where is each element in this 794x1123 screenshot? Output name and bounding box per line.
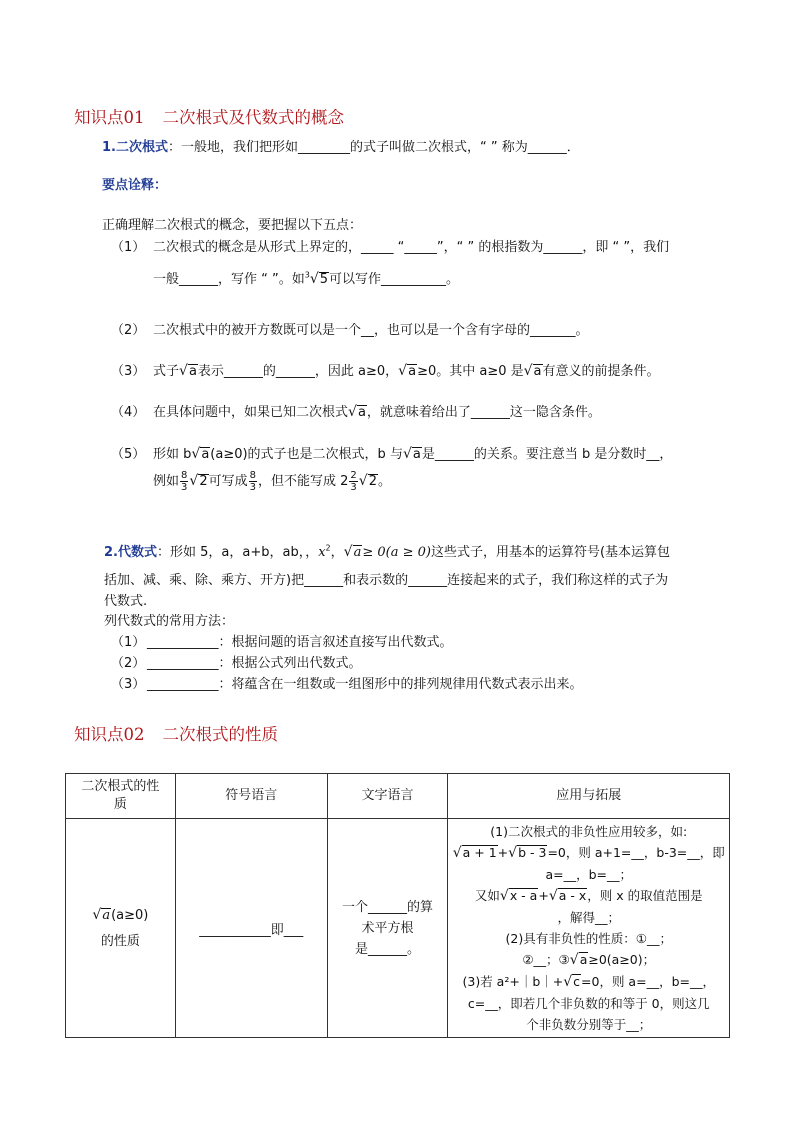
method-1-text: ___________：根据问题的语言叙述直接写出代数式。 <box>147 635 453 650</box>
method-3-number: （3） <box>111 677 146 692</box>
method-1-number: （1） <box>111 635 146 650</box>
item-3-text: 式子√a表示______的______，因此 a≥0，√a≥0。其中 a≥0 是√a有意义的前提条件。 <box>153 363 660 379</box>
item-5-line1: 形如 b√a(a≥0)的式子也是二次根式，b 与√a是______的关系。要注意当 b 是分数时__， <box>153 446 673 462</box>
i5-l2a: 例如 <box>153 474 180 489</box>
i3-c: ≥0。其中 a≥0 是 <box>417 364 524 379</box>
header-property: 二次根式的性 质 <box>66 774 176 819</box>
i5-rad1: a <box>201 447 210 462</box>
item-3-number: （3） <box>111 364 146 379</box>
def-number: 1. <box>102 140 116 155</box>
i5-a: 形如 b <box>153 447 192 462</box>
header-application: 应用与拓展 <box>448 774 730 819</box>
table-row <box>66 819 730 1038</box>
alg-line2: 括加、减、乘、除、乘方、开方)把______和表示数的______连接起来的式子，我们称这样的式子为 <box>104 573 669 588</box>
cell-application: (1)二次根式的非负性应用较多，如: √a + 1+√b - 3=0，则 a+1=__，b-3=__，即 a=__，b=__； 又如√x - a+√a - x，则 x 的取值范围是 ，解得__； (2)具有非负性的性质：①__； ②__；③√a≥0(a≥0)； (3)若 a²+｜b｜+√c=0，则 a=__，b=__， c=__，即若几个非负数的和等于 0，则这几 个非负数分别等于__； <box>448 819 730 1038</box>
i5-l2b: 可写成 <box>208 474 248 489</box>
definition-radical <box>102 136 580 155</box>
item-1-line2: 一般______，写作 “ ”。如$^3$√5可以写作__________。 <box>153 270 460 287</box>
kp02-title: 二次根式的性质 <box>162 725 278 744</box>
alg-term: 代数式 <box>117 545 157 560</box>
section-heading-kp02 <box>74 721 278 745</box>
i3-b: 表示______的______，因此 a≥0， <box>197 364 399 379</box>
item-4-text: 在具体问题中，如果已知二次根式√a，就意味着给出了______这一隐含条件。 <box>153 404 601 420</box>
alg-ineq: ≥ 0(a ≥ 0) <box>362 545 431 560</box>
i3-rad3: a <box>533 364 542 379</box>
kp01-title: 二次根式及代数式的概念 <box>162 108 344 127</box>
alg-b: 这些式子，用基本的运算符号(基本运算包 <box>430 545 671 560</box>
fraction-8-3-b: $\frac{8}{3}$ <box>249 470 256 493</box>
i5-rad4: 2 <box>368 474 377 489</box>
item-1-number: （1） <box>111 240 146 255</box>
method-2-text: ___________：根据公式列出代数式。 <box>147 656 362 671</box>
i5-c: 是______的关系。要注意当 b 是分数时__， <box>421 447 673 462</box>
section-heading-kp01 <box>74 104 344 128</box>
i3-a: 式子 <box>153 364 180 379</box>
alg-sqrt: a <box>353 545 362 560</box>
radical-index: 3 <box>304 270 310 280</box>
i4-a: 在具体问题中，如果已知二次根式 <box>153 405 349 420</box>
i4-rad1: a <box>357 405 366 420</box>
key-points-label: 要点诠释： <box>102 178 168 193</box>
alg-x: x <box>318 545 326 560</box>
def-term: 二次根式 <box>115 140 168 155</box>
item-5-number: （5） <box>111 447 146 462</box>
item-1-line1: 二次根式的概念是从形式上界定的，_____ “_____”，“ ” 的根指数为______，即 “ ”，我们 <box>153 240 670 255</box>
item-5-line2: 例如 $\frac{8}{3}$ √2可写成 $\frac{8}{3}$ ，但不能写成 2 $\frac{2}{3}$ √2。 <box>153 470 391 493</box>
alg-line3: 代数式. <box>104 594 148 609</box>
i3-d: 有意义的前提条件。 <box>542 364 660 379</box>
def-text: ：一般地，我们把形如________的式子叫做二次根式，“ ” 称为______． <box>168 140 580 155</box>
item-2-text: 二次根式中的被开方数既可以是一个__，也可以是一个含有字母的_______。 <box>153 323 589 338</box>
i5-b: (a≥0)的式子也是二次根式，b 与 <box>210 447 403 462</box>
kp01-label: 知识点01 <box>74 108 145 127</box>
i5-rad2: a <box>412 447 421 462</box>
item-4-number: （4） <box>111 405 146 420</box>
alg-number: 2. <box>104 545 118 560</box>
alg-x-sup: 2 <box>325 543 331 553</box>
methods-title: 列代数式的常用方法： <box>104 614 235 629</box>
method-2-number: （2） <box>111 656 146 671</box>
intro-paragraph: 正确理解二次根式的概念，要把握以下五点： <box>102 218 363 233</box>
definition-algebraic: 2.代数式：形如 5，a，a+b，ab，，$x^2$，√a≥ 0(a ≥ 0)这些式子，用基本的运算符号(基本运算包 <box>104 543 671 560</box>
fraction-8-3-a: $\frac{8}{3}$ <box>181 470 188 493</box>
item-1-line2-b: 可以写作__________。 <box>329 272 460 287</box>
i3-rad1: a <box>188 364 197 379</box>
fraction-2-3: $\frac{2}{3}$ <box>350 470 357 493</box>
item-2-number: （2） <box>111 323 146 338</box>
radical-body: 5 <box>319 272 329 287</box>
alg-a: ：形如 5，a，a+b，ab，， <box>157 545 319 560</box>
i5-l2c: ，但不能写成 2 <box>257 474 349 489</box>
header-symbol: 符号语言 <box>175 774 327 819</box>
i5-rad3: 2 <box>199 474 208 489</box>
cell-property: √a(a≥0) 的性质 <box>66 819 176 1038</box>
i5-l2d: 。 <box>377 474 391 489</box>
cell-text: 一个______的算 术平方根 是______。 <box>327 819 448 1038</box>
properties-table <box>65 773 730 1038</box>
kp02-label: 知识点02 <box>74 725 145 744</box>
i4-b: ，就意味着给出了______这一隐含条件。 <box>366 405 601 420</box>
item-1-line2-a: 一般______，写作 “ ”。如 <box>153 272 305 287</box>
method-3-text: ___________：将蕴含在一组数或一组图形中的排列规律用代数式表示出来。 <box>147 677 583 692</box>
table-header-row <box>66 774 730 819</box>
i3-rad2: a <box>408 364 417 379</box>
cell-symbol: ___________即___ <box>175 819 327 1038</box>
header-text: 文字语言 <box>327 774 448 819</box>
